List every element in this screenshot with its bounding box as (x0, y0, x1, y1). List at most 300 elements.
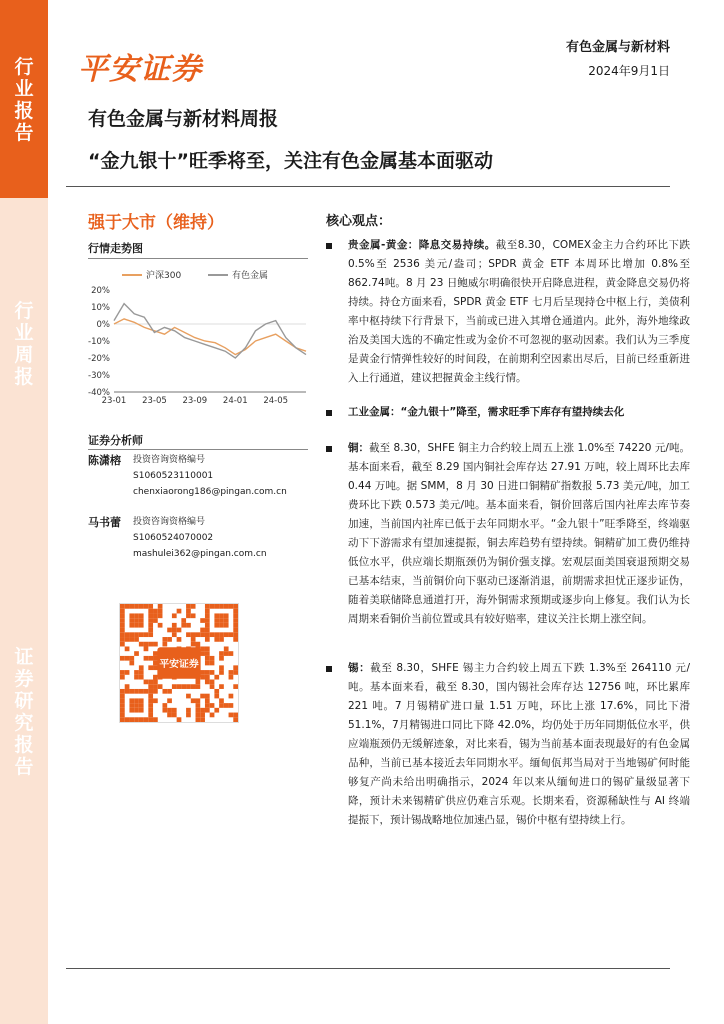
core-item-lead: 铜： (348, 442, 370, 454)
market-trend-chart (80, 264, 312, 414)
core-item-text: 截至 8.30，SHFE 锡主力合约较上周五下跌 1.3%至 264110 元/吨。基本面来看，截至 8.30，国内锡社会库存达 12756 吨，环比累库 221 吨。7 月锡精矿进口量 1.51 万吨，环比上涨 17.6%，同比下滑 51.1%，7月精锡进口同比下降 42.0%，均仍处于历年同期低位水平，供应端瓶颈仍无缓解迹象，对比来看，锡为当前基本面表现最好的有色金属品种，当前已基本接近去年同期水平。缅甸佤邦当局对于当地锡矿何时能够复产尚未给出明确指示，2024 年以来从缅甸进口的锡矿量级显著下降，预计未来锡精矿供应仍难言乐观。长期来看，资源稀缺性与 AI 终端提振下，预计锡战略地位加速凸显，锡价中枢有望持续上行。 (348, 662, 690, 826)
qr-module (186, 694, 191, 699)
qr-module (139, 708, 144, 713)
chart-section-title: 行情走势图 (88, 242, 143, 255)
qr-module (120, 609, 125, 614)
qr-module (120, 642, 125, 647)
qr-module (120, 703, 125, 708)
qr-module (205, 703, 210, 708)
qr-module (172, 613, 177, 618)
core-item-lead: 贵金属-黄金：降息交易持续。 (348, 239, 496, 251)
qr-module (162, 642, 167, 647)
qr-module (153, 717, 158, 722)
qr-module (233, 665, 238, 670)
qr-module (219, 637, 224, 642)
core-item-copper (348, 439, 690, 629)
qr-module (134, 632, 139, 637)
y-tick-label: 0% (96, 320, 110, 330)
band-label-report-char: 报 (14, 100, 34, 122)
qr-module (148, 717, 153, 722)
qr-module (219, 684, 224, 689)
header-date: 2024年9月1日 (588, 64, 670, 78)
qr-module (219, 651, 224, 656)
core-item-tin (348, 659, 690, 830)
qr-module (219, 632, 224, 637)
qr-module (205, 632, 210, 637)
qr-module (210, 680, 215, 685)
qr-module (186, 623, 191, 628)
legend-label: 有色金属 (232, 271, 269, 281)
header-divider (66, 186, 670, 187)
qr-module (210, 703, 215, 708)
qr-module (224, 623, 229, 628)
qr-module (139, 675, 144, 680)
qr-module (191, 698, 196, 703)
qr-module (214, 675, 219, 680)
qr-module (233, 628, 238, 633)
qr-module (167, 713, 172, 718)
qr-module (191, 613, 196, 618)
qr-module (186, 632, 191, 637)
qr-module (210, 670, 215, 675)
qr-module (148, 604, 153, 609)
qr-module (144, 680, 149, 685)
core-views-heading: 核心观点： (326, 214, 392, 229)
core-item-lead: 锡： (348, 662, 371, 674)
qr-module (120, 632, 125, 637)
qr-module (148, 609, 153, 614)
qr-module (205, 637, 210, 642)
qr-module (148, 642, 153, 647)
analyst-cert-label: 投资咨询资格编号 (133, 455, 206, 465)
qr-module (210, 684, 215, 689)
qr-module (205, 623, 210, 628)
qr-module (134, 675, 139, 680)
qr-module (120, 623, 125, 628)
qr-module (205, 698, 210, 703)
qr-module (229, 670, 234, 675)
qr-module (129, 708, 134, 713)
band-label-weekly-char: 业 (14, 322, 34, 344)
qr-module (120, 694, 125, 699)
x-tick-label: 24-01 (222, 396, 248, 406)
qr-module (233, 613, 238, 618)
core-item-text: 截至8.30，COMEX金主力合约环比下跌 0.5%至 2536 美元/盎司；SPDR 黄金 ETF 本周环比增加 0.8%至 862.74吨。8 月 23 日鲍威尔明确很快开启降息进程，黄金降息交易仍将持续。持仓方面来看，SPDR 黄金 ETF 七月后呈现持仓中枢上行，美债利率中枢持续下行背景下，当前或已进入其增仓通道内。此外，海外地缘政治及美国大选的不确定性或为金价不可忽视的驱动因素。我们认为三季度是黄金行情弹性较好的时间段，在前期利空因素出尽后，目前已经重新进入上行通道，建议把握黄金主线行情。 (348, 239, 690, 384)
qr-module (210, 604, 215, 609)
qr-module (134, 717, 139, 722)
qr-module (148, 698, 153, 703)
qr-module (129, 613, 134, 618)
qr-module (153, 609, 158, 614)
qr-module (210, 713, 215, 718)
qr-module (153, 642, 158, 647)
qr-module (205, 708, 210, 713)
y-tick-label: -20% (88, 354, 110, 364)
qr-module (129, 656, 134, 661)
qr-module (186, 684, 191, 689)
qr-module (205, 646, 210, 651)
qr-module (219, 604, 224, 609)
qr-module (120, 713, 125, 718)
qr-module (224, 604, 229, 609)
qr-module (148, 694, 153, 699)
qr-module (125, 632, 130, 637)
qr-module (186, 713, 191, 718)
qr-module (148, 656, 153, 661)
qr-module (233, 604, 238, 609)
y-tick-label: 10% (91, 303, 110, 313)
qr-module (153, 675, 158, 680)
qr-module (134, 689, 139, 694)
qr-module (177, 609, 182, 614)
qr-module (134, 670, 139, 675)
qr-module (214, 637, 219, 642)
qr-module (148, 628, 153, 633)
x-tick-label: 23-05 (142, 396, 167, 406)
qr-module (196, 680, 201, 685)
qr-module (139, 670, 144, 675)
qr-module (196, 698, 201, 703)
qr-module (191, 642, 196, 647)
analyst-cert-no: S1060523110001 (133, 471, 214, 481)
qr-module (139, 623, 144, 628)
qr-module (153, 613, 158, 618)
qr-module (148, 618, 153, 623)
qr-module (233, 609, 238, 614)
analysts-heading: 证券分析师 (88, 434, 143, 447)
analysts-divider (88, 449, 308, 450)
qr-module (196, 713, 201, 718)
qr-module (205, 694, 210, 699)
qr-module (205, 670, 210, 675)
qr-module (153, 698, 158, 703)
qr-module (205, 604, 210, 609)
qr-module (139, 632, 144, 637)
x-tick-label: 24-05 (263, 396, 289, 406)
qr-module (214, 623, 219, 628)
qr-module (120, 689, 125, 694)
qr-module (134, 698, 139, 703)
qr-module (219, 613, 224, 618)
qr-module (229, 651, 234, 656)
qr-module (191, 684, 196, 689)
qr-module (233, 632, 238, 637)
qr-module (120, 708, 125, 713)
qr-module (120, 618, 125, 623)
qr-module (153, 689, 158, 694)
qr-module (205, 651, 210, 656)
qr-module (158, 613, 163, 618)
qr-module (144, 632, 149, 637)
qr-module (129, 604, 134, 609)
band-label-report (0, 56, 48, 144)
qr-module (224, 651, 229, 656)
qr-module (134, 708, 139, 713)
bullet-marker (326, 666, 336, 676)
side-band (0, 0, 48, 1024)
qr-module (120, 717, 125, 722)
qr-module (148, 680, 153, 685)
qr-module (148, 623, 153, 628)
qr-module (229, 694, 234, 699)
band-label-research-char: 研 (14, 690, 34, 712)
qr-module (219, 618, 224, 623)
band-label-research-char: 告 (14, 756, 34, 778)
qr-module (214, 613, 219, 618)
qr-module (210, 661, 215, 666)
bullet-marker (326, 410, 336, 420)
qr-module (125, 637, 130, 642)
qr-module (125, 670, 130, 675)
core-item-industrial-metals (348, 403, 690, 422)
qr-module (153, 651, 158, 656)
qr-module (134, 637, 139, 642)
qr-module (120, 675, 125, 680)
qr-module (139, 698, 144, 703)
qr-module (167, 708, 172, 713)
qr-module (120, 613, 125, 618)
qr-module (224, 618, 229, 623)
qr-module (181, 618, 186, 623)
qr-module (219, 656, 224, 661)
qr-module (144, 604, 149, 609)
qr-module (125, 717, 130, 722)
qr-module (158, 623, 163, 628)
qr-module (205, 675, 210, 680)
bullet-marker (326, 243, 336, 253)
qr-module (148, 708, 153, 713)
qr-module (134, 703, 139, 708)
qr-module (191, 604, 196, 609)
qr-module (148, 703, 153, 708)
qr-module (129, 661, 134, 666)
band-label-weekly-char: 行 (14, 300, 34, 322)
qr-module (153, 661, 158, 666)
qr-module (233, 623, 238, 628)
qr-module (162, 689, 167, 694)
qr-module (181, 623, 186, 628)
qr-module (144, 689, 149, 694)
qr-module (229, 675, 234, 680)
qr-module (200, 618, 205, 623)
analyst-email[interactable]: mashulei362@pingan.com.cn (133, 549, 267, 559)
qr-module (167, 689, 172, 694)
qr-module (214, 694, 219, 699)
qr-module (224, 646, 229, 651)
qr-module (191, 632, 196, 637)
qr-module (205, 628, 210, 633)
x-tick-label: 23-09 (182, 396, 208, 406)
band-label-report-char: 业 (14, 78, 34, 100)
qr-module (233, 618, 238, 623)
qr-module (144, 656, 149, 661)
qr-module (205, 613, 210, 618)
qr-module (233, 670, 238, 675)
qr-module (219, 698, 224, 703)
qr-module (162, 637, 167, 642)
qr-module (125, 646, 130, 651)
core-item-precious-metals (348, 236, 690, 388)
qr-module (139, 689, 144, 694)
qr-module (139, 717, 144, 722)
qr-module (200, 717, 205, 722)
header-sector: 有色金属与新材料 (565, 40, 670, 55)
qr-module (125, 656, 130, 661)
qr-module (214, 689, 219, 694)
qr-module (172, 632, 177, 637)
qr-module (148, 713, 153, 718)
qr-module (205, 661, 210, 666)
chart-section-divider (88, 258, 308, 259)
qr-module (134, 613, 139, 618)
qr-module (181, 684, 186, 689)
band-label-report-char: 行 (14, 56, 34, 78)
qr-module (129, 698, 134, 703)
qr-module (200, 628, 205, 633)
qr-module (196, 642, 201, 647)
qr-module (139, 665, 144, 670)
band-label-weekly-char: 周 (14, 344, 34, 366)
qr-module (129, 637, 134, 642)
qr-module (219, 665, 224, 670)
qr-module (177, 717, 182, 722)
qr-module (144, 717, 149, 722)
qr-module (125, 604, 130, 609)
qr-module (214, 618, 219, 623)
qr-module (196, 717, 201, 722)
qr-module (139, 703, 144, 708)
band-label-research (0, 646, 48, 778)
qr-module (200, 694, 205, 699)
qr-module (229, 632, 234, 637)
qr-module (167, 637, 172, 642)
qr-module (129, 689, 134, 694)
qr-module (167, 628, 172, 633)
qr-module (200, 670, 205, 675)
qr-module (153, 680, 158, 685)
qr-module (120, 698, 125, 703)
y-tick-label: 20% (91, 286, 110, 296)
band-label-report-char: 告 (14, 122, 34, 144)
qr-module (134, 623, 139, 628)
qr-module (129, 703, 134, 708)
core-item-lead: 工业金属：“金九银十”降至，需求旺季下库存有望持续去化 (348, 406, 625, 418)
qr-module (125, 689, 130, 694)
analyst-cert-label: 投资咨询资格编号 (133, 517, 206, 527)
qr-module (196, 708, 201, 713)
qr-module (196, 703, 201, 708)
qr-module (210, 632, 215, 637)
rating: 强于大市（维持） (88, 213, 224, 233)
qr-module (129, 618, 134, 623)
analyst-name: 陈潇榕 (88, 454, 121, 467)
qr-module (229, 703, 234, 708)
analyst-email[interactable]: chenxiaorong186@pingan.com.cn (133, 487, 287, 497)
qr-module (186, 609, 191, 614)
qr-module (148, 665, 153, 670)
qr-module (153, 656, 158, 661)
qr-module (200, 708, 205, 713)
qr-module (186, 604, 191, 609)
x-tick-label: 23-01 (101, 396, 127, 406)
qr-module (139, 618, 144, 623)
qr-module (134, 651, 139, 656)
qr-module (172, 684, 177, 689)
qr-module (219, 670, 224, 675)
qr-module (144, 646, 149, 651)
bullet-marker (326, 446, 336, 456)
qr-module (125, 684, 130, 689)
qr-module (186, 708, 191, 713)
qr-module (120, 670, 125, 675)
qr-module (196, 632, 201, 637)
band-label-research-char: 究 (14, 712, 34, 734)
qr-module (148, 684, 153, 689)
qr-module (129, 717, 134, 722)
qr-module (120, 656, 125, 661)
qr-module (148, 689, 153, 694)
qr-module (129, 632, 134, 637)
qr-module (177, 684, 182, 689)
qr-module (205, 680, 210, 685)
qr-module (229, 713, 234, 718)
qr-module (153, 618, 158, 623)
company-logo: 平安证券 (78, 52, 202, 87)
analyst-cert-no: S1060524070002 (133, 533, 214, 543)
band-label-weekly-char: 报 (14, 366, 34, 388)
qr-module (233, 637, 238, 642)
qr-module (153, 665, 158, 670)
qr-code[interactable] (119, 603, 239, 723)
qr-module (167, 698, 172, 703)
qr-module (162, 703, 167, 708)
qr-module (229, 604, 234, 609)
qr-module (158, 604, 163, 609)
qr-module (233, 717, 238, 722)
series-line (114, 304, 306, 358)
core-item-text: 截至 8.30，SHFE 铜主力合约较上周五上涨 1.0%至 74220 元/吨。基本面来看，截至 8.29 国内铜社会库存达 27.91 万吨，较上周环比去库 0.44 万吨。据 SMM，8 月 30 日进口铜精矿指数报 5.73 美元/吨，加工费环比下跌 0.573 美元/吨。基本面来看，铜价回落后国内社库去库节奏加速，当前国内社库已低于去年同期水平。“金九银十”旺季降至，终端驱动下下游需求有望加速提振，铜去库趋势有望持续。铜精矿加工费仍维持低位水平，供应端长期瓶颈仍为铜价强支撑。宏观层面美国衰退预期交易已基本结束，当前铜价向下驱动已逐渐消退，前期需求担忧正逐步证伪，随着美联储降息通道打开，海外铜需求预期或逐步向上修复。我们认为长周期来看铜价当前位置或具有较好赔率，建议关注长期上涨空间。 (348, 442, 691, 625)
qr-module (233, 684, 238, 689)
qr-module (224, 613, 229, 618)
qr-module (148, 632, 153, 637)
qr-module (158, 684, 163, 689)
qr-module (224, 632, 229, 637)
legend-label: 沪深300 (146, 271, 182, 281)
qr-module (186, 613, 191, 618)
qr-module (172, 708, 177, 713)
qr-module (153, 684, 158, 689)
qr-module (120, 628, 125, 633)
qr-module (200, 675, 205, 680)
qr-module (196, 684, 201, 689)
band-label-research-char: 报 (14, 734, 34, 756)
qr-module (144, 642, 149, 647)
qr-module (129, 623, 134, 628)
qr-module (139, 613, 144, 618)
analyst-name: 马书蕾 (88, 516, 121, 529)
y-tick-label: -30% (88, 371, 110, 381)
qr-module (200, 651, 205, 656)
qr-module (200, 632, 205, 637)
qr-module (233, 713, 238, 718)
qr-module (200, 713, 205, 718)
qr-module (214, 604, 219, 609)
band-label-research-char: 券 (14, 668, 34, 690)
qr-module (205, 618, 210, 623)
qr-module (139, 604, 144, 609)
qr-module (219, 703, 224, 708)
y-tick-label: -10% (88, 337, 110, 347)
